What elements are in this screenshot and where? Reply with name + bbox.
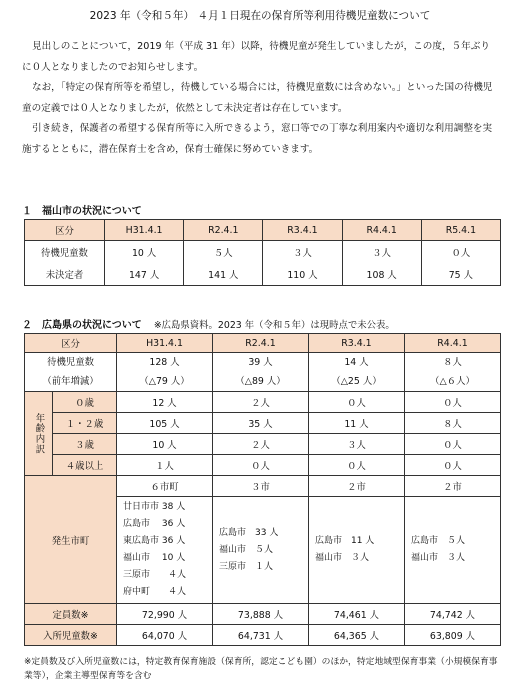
table-cell: ３人 — [342, 241, 421, 264]
table-cell: 108 人 — [342, 263, 421, 286]
waiting-value: 14 人 — [344, 357, 369, 368]
table-cell: 64,731 人 — [213, 625, 309, 646]
table-cell: ２人 — [213, 434, 309, 455]
table-row — [25, 392, 501, 413]
table-cell: ２市 — [404, 476, 500, 497]
row-label: １・２歳 — [53, 413, 117, 434]
table-cell: ０人 — [213, 455, 309, 476]
hiroshima-table — [24, 333, 501, 646]
list-item: 廿日市市 38 人 — [123, 502, 186, 512]
table-row — [25, 604, 501, 625]
table-cell: ０人 — [421, 241, 500, 264]
table-cell: ５人 — [184, 241, 263, 264]
table-cell: ８人 — [404, 413, 500, 434]
change-value: （△６人） — [430, 376, 475, 387]
row-label — [25, 353, 117, 392]
header-cell: R2.4.1 — [213, 334, 309, 353]
table-cell: 141 人 — [184, 263, 263, 286]
change-value: （△79 人） — [139, 376, 190, 387]
paragraph-3: 引き続き，保護者の希望する保育所等に入所できるよう，窓口等での丁寧な利用案内や適切な利用調整を実施するとともに，潜在保育士を含め，保育士確保に努めていきます。 — [22, 123, 493, 155]
table-cell: 73,888 人 — [213, 604, 309, 625]
row-label: 発生市町 — [25, 476, 117, 604]
city-list-cell — [404, 497, 500, 604]
table-cell: 35 人 — [213, 413, 309, 434]
header-cell: R3.4.1 — [263, 220, 342, 241]
table-row — [25, 263, 501, 286]
row-label: 入所児童数※ — [25, 625, 117, 646]
list-item: 福山市 ５人 — [219, 544, 274, 555]
table-header-row — [25, 220, 501, 241]
change-label: （前年増減） — [42, 376, 99, 387]
row-label: ３歳 — [53, 434, 117, 455]
table-cell: 64,365 人 — [308, 625, 404, 646]
section2-number: ２ — [22, 320, 32, 331]
section2-note: ※広島県資料。2023 年（令和５年）は現時点で未公表。 — [153, 320, 395, 331]
table-cell: ０人 — [404, 455, 500, 476]
table-cell: ２人 — [213, 392, 309, 413]
row-label: 待機児童数 — [25, 241, 105, 264]
section1-heading — [22, 202, 142, 217]
table-cell: 74,461 人 — [308, 604, 404, 625]
list-item: 福山市 10 人 — [123, 553, 186, 563]
waiting-label: 待機児童数 — [47, 357, 94, 368]
table-row — [25, 353, 501, 392]
table-cell: 110 人 — [263, 263, 342, 286]
waiting-value: 128 人 — [149, 357, 180, 368]
list-item: 東広島市 36 人 — [123, 536, 186, 546]
list-item: 広島市 36 人 — [123, 519, 186, 529]
row-label: ０歳 — [53, 392, 117, 413]
list-item: 福山市 ３人 — [410, 553, 465, 563]
waiting-value: ８人 — [443, 357, 462, 368]
table-cell: 105 人 — [117, 413, 213, 434]
table-row — [25, 413, 501, 434]
table-cell — [213, 353, 309, 392]
section2-title: 広島県の状況について — [42, 320, 142, 331]
header-cell: R4.4.1 — [404, 334, 500, 353]
table-cell: ３人 — [263, 241, 342, 264]
table-cell: 12 人 — [117, 392, 213, 413]
list-item: 広島市 ５人 — [410, 536, 465, 546]
city-list-cell — [213, 497, 309, 604]
waiting-value: 39 人 — [248, 357, 273, 368]
table-cell: ６市町 — [117, 476, 213, 497]
section2-heading — [22, 316, 395, 331]
table-row — [25, 625, 501, 646]
table-cell: ２市 — [308, 476, 404, 497]
fukuyama-table — [24, 219, 501, 286]
row-label: ４歳以上 — [53, 455, 117, 476]
table-cell: １人 — [117, 455, 213, 476]
section1-title: 福山市の状況について — [42, 206, 142, 217]
list-item: 三原市 １人 — [219, 561, 274, 572]
change-value: （△25 人） — [331, 376, 382, 387]
list-item: 広島市 33 人 — [219, 527, 279, 538]
table-header-row — [25, 334, 501, 353]
table-cell: 11 人 — [308, 413, 404, 434]
table-row — [25, 434, 501, 455]
table-cell — [308, 353, 404, 392]
table-cell: ０人 — [308, 455, 404, 476]
list-item: 府中町 ４人 — [123, 587, 187, 597]
header-cell: H31.4.1 — [105, 220, 184, 241]
table-cell: ０人 — [308, 392, 404, 413]
table-cell: 75 人 — [421, 263, 500, 286]
footnote: ※定員数及び入所児童数には，特定教育保育施設（保育所，認定こども園）のほか，特定地域型保育事業（小規模保育事業等），企業主導型保育等を含む — [24, 657, 498, 681]
section1-number: １ — [22, 206, 32, 217]
header-cell: 区分 — [25, 334, 117, 353]
table-row — [25, 476, 501, 497]
header-cell: R5.4.1 — [421, 220, 500, 241]
age-breakdown-label: 年齢内訳 — [25, 392, 53, 476]
table-cell: 10 人 — [117, 434, 213, 455]
table-cell: ０人 — [404, 392, 500, 413]
table-cell: 63,809 人 — [404, 625, 500, 646]
header-cell: R3.4.1 — [308, 334, 404, 353]
table-row — [25, 455, 501, 476]
city-list-cell — [308, 497, 404, 604]
table-cell — [404, 353, 500, 392]
intro-paragraphs — [22, 37, 496, 160]
change-value: （△89 人） — [235, 376, 286, 387]
table-cell — [117, 353, 213, 392]
header-cell: R2.4.1 — [184, 220, 263, 241]
paragraph-2: なお，「特定の保育所等を希望し，待機している場合には，待機児童数には含めない。」といった国の待機児童の定義では０人となりましたが，依然として未決定者は存在しています。 — [22, 82, 493, 114]
table-row — [25, 241, 501, 264]
table-cell: ３市 — [213, 476, 309, 497]
table-cell: 74,742 人 — [404, 604, 500, 625]
paragraph-1: 見出しのことについて，2019 年（平成 31 年）以降，待機児童が発生していましたが，この度，５年ぶりに０人となりましたのでお知らせします。 — [22, 41, 490, 73]
list-item: 福山市 ３人 — [314, 553, 369, 563]
header-cell: H31.4.1 — [117, 334, 213, 353]
row-label: 未決定者 — [25, 263, 105, 286]
list-item: 広島市 11 人 — [314, 536, 375, 546]
table-cell: 72,990 人 — [117, 604, 213, 625]
document-title: 2023 年（令和５年） ４月１日現在の保育所等利用待機児童数について — [89, 10, 431, 22]
table-cell: 64,070 人 — [117, 625, 213, 646]
row-label: 定員数※ — [25, 604, 117, 625]
list-item: 三原市 ４人 — [123, 570, 187, 580]
table-cell: 147 人 — [105, 263, 184, 286]
table-cell: 10 人 — [105, 241, 184, 264]
header-cell: 区分 — [25, 220, 105, 241]
header-cell: R4.4.1 — [342, 220, 421, 241]
table-cell: ３人 — [308, 434, 404, 455]
city-list-cell — [117, 497, 213, 604]
table-cell: ０人 — [404, 434, 500, 455]
